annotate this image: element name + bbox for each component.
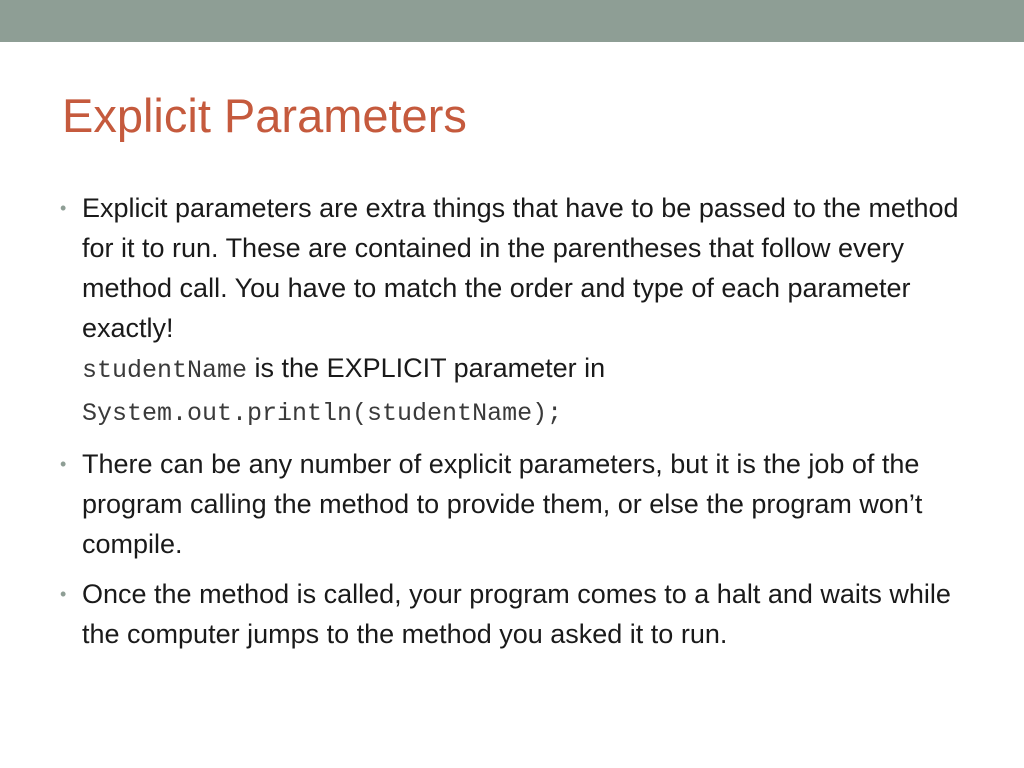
bullet-1-code-student-name: studentName [82, 356, 248, 385]
bullet-dot-icon: • [60, 454, 67, 474]
bullet-item-1 [60, 188, 965, 434]
top-band [0, 0, 1024, 42]
bullet-1-text-part-2: is the EXPLICIT parameter in [247, 353, 606, 383]
bullet-item-3 [60, 574, 965, 654]
bullet-dot-icon: • [60, 198, 67, 218]
bullet-2-text: There can be any number of explicit parameters, but it is the job of the program calling the method to provide them, or else the program won’t compile. [82, 449, 923, 559]
bullet-dot-icon: • [60, 584, 67, 604]
bullet-list [60, 188, 965, 664]
slide-title: Explicit Parameters [62, 89, 467, 142]
bullet-item-2 [60, 444, 965, 564]
bullet-3-text: Once the method is called, your program comes to a halt and waits while the computer jumps to the method you asked it to run. [82, 579, 951, 649]
bullet-1-text-part-1: Explicit parameters are extra things that have to be passed to the method for it to run. These are contained in the parentheses that follow every method call. You have to match the order and type of each parameter exactly! [82, 193, 959, 343]
bullet-1-code-println: System.out.println(studentName); [82, 399, 563, 428]
